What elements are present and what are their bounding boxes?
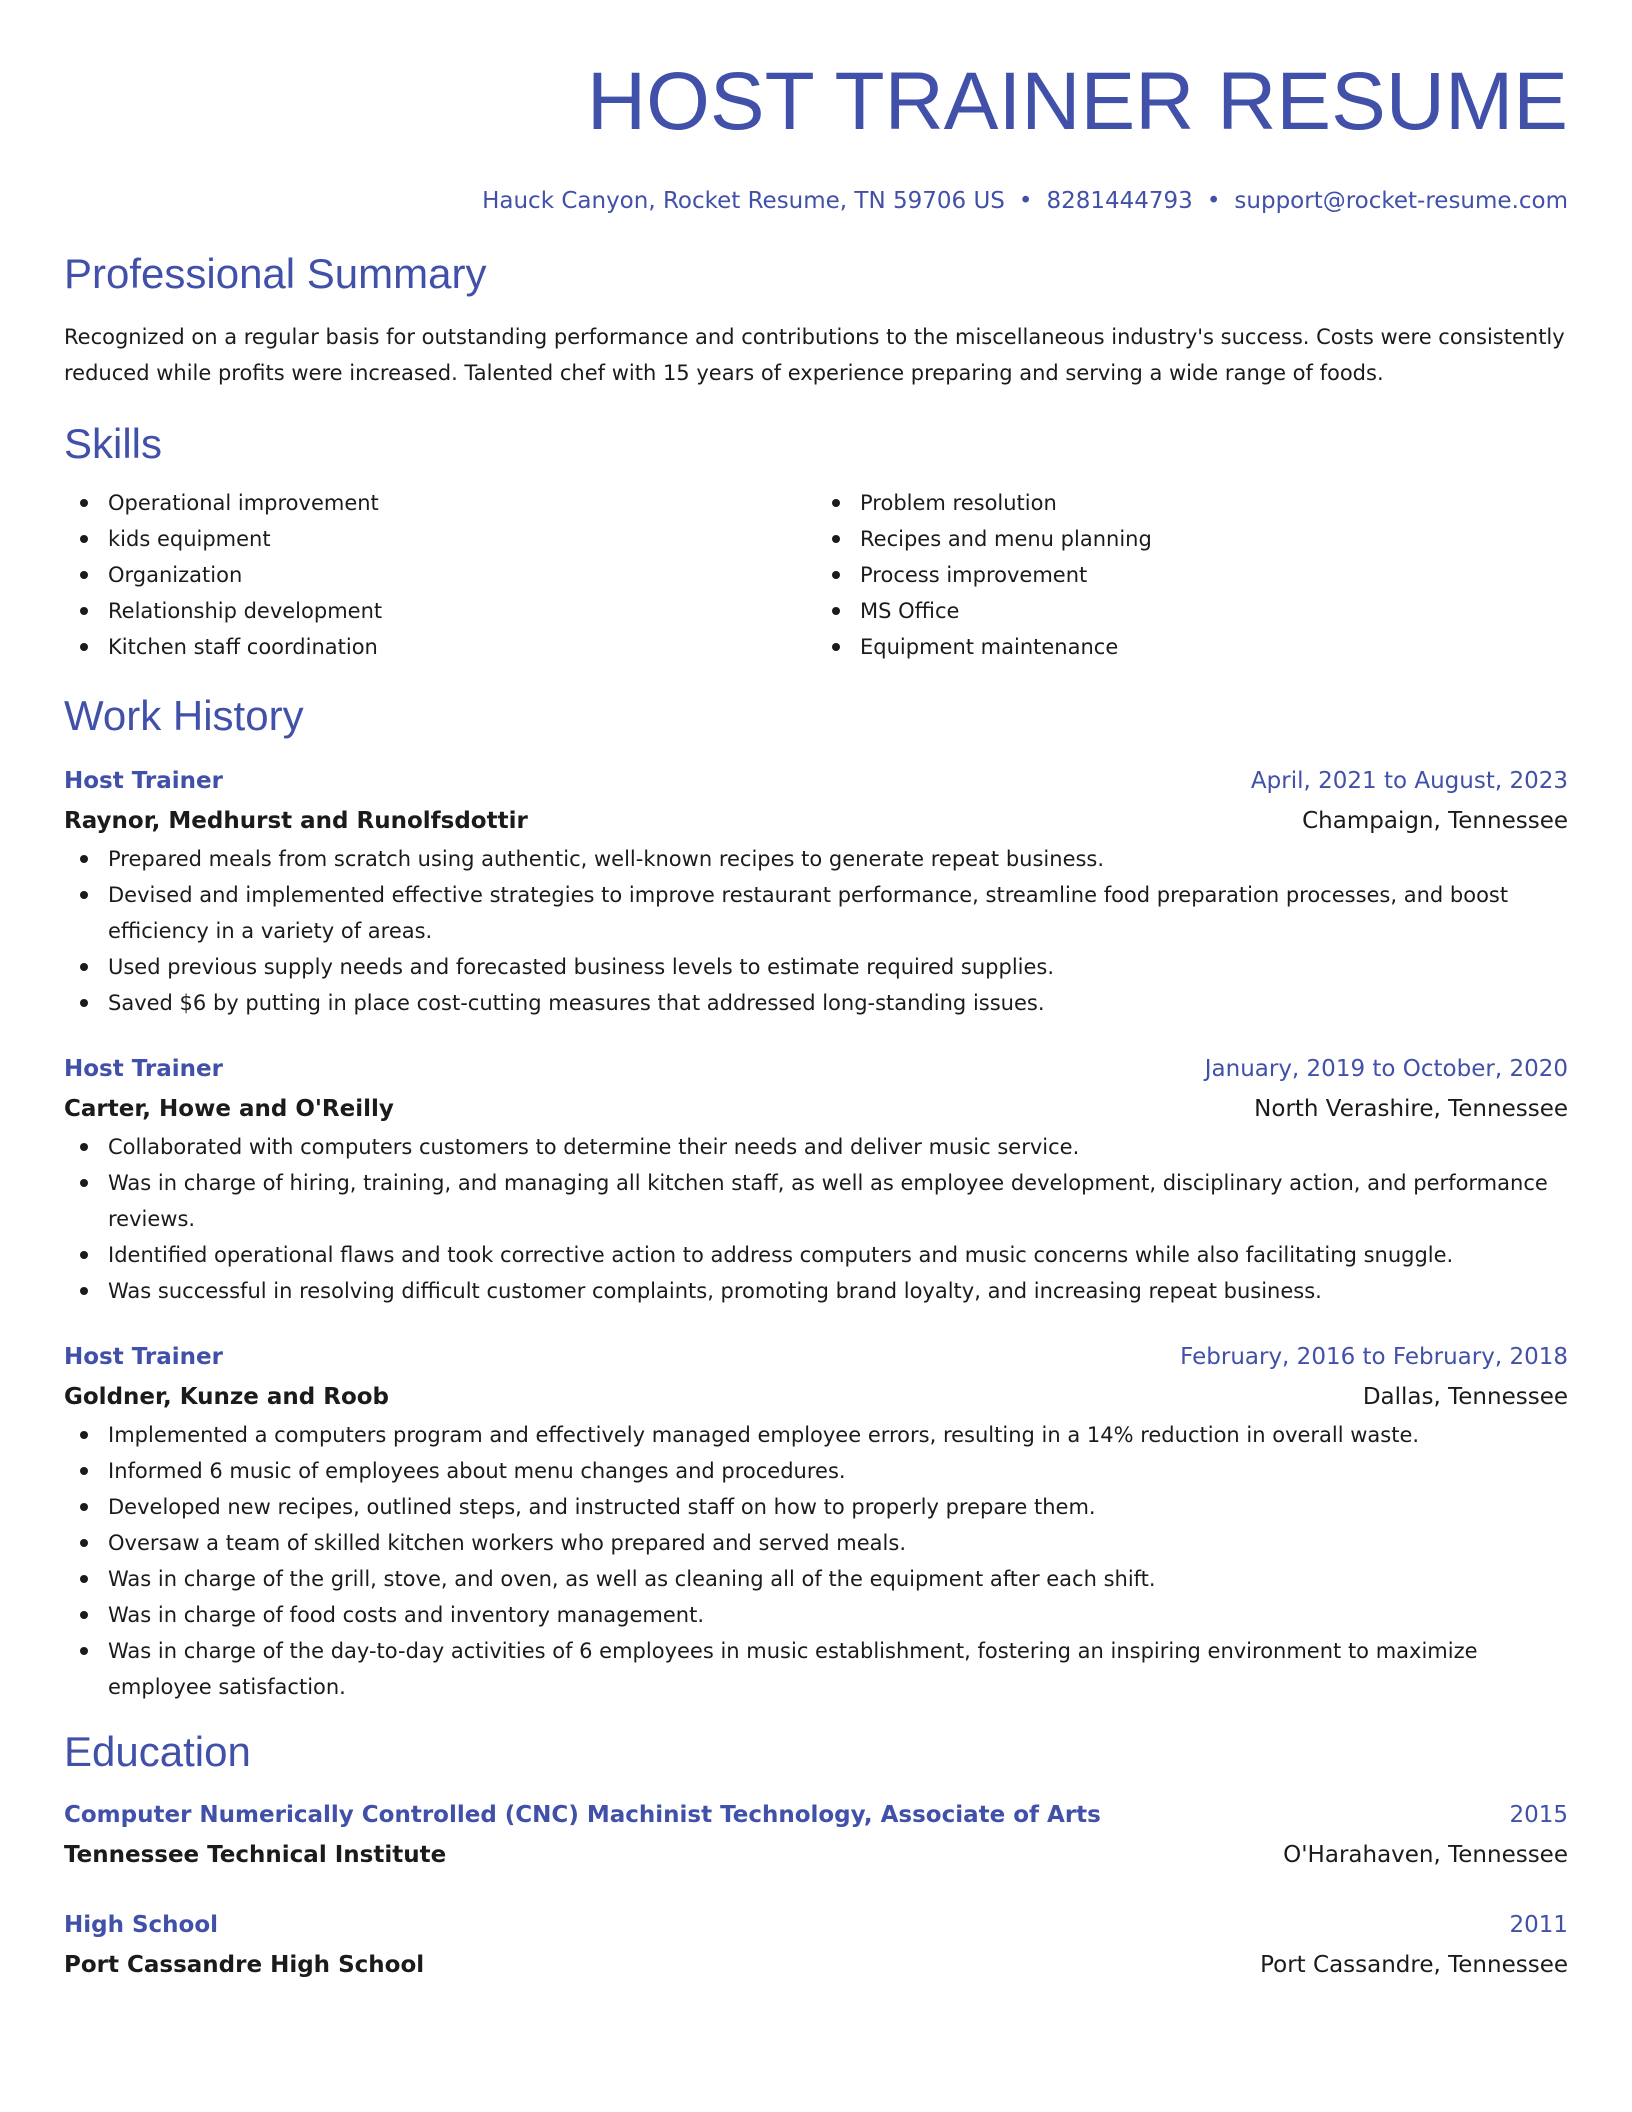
bullet-dot <box>80 535 88 543</box>
job-location: North Verashire, Tennessee <box>1254 1096 1568 1122</box>
bullet-dot <box>832 535 840 543</box>
contact-address: Hauck Canyon, Rocket Resume, TN 59706 US <box>482 188 1005 214</box>
job-bullet-text: Prepared meals from scratch using authentic, well-known recipes to generate repeat business. <box>108 847 1105 871</box>
education-section <box>64 1727 1568 1985</box>
skills-list-right <box>816 485 1568 665</box>
job-bullet <box>64 949 1568 985</box>
bullet-dot <box>80 1539 88 1547</box>
job-bullet-text: Was in charge of food costs and inventory management. <box>108 1603 704 1627</box>
education-entry <box>64 1795 1568 1875</box>
job-bullet <box>64 1633 1568 1705</box>
school-name: Port Cassandre High School <box>64 1952 425 1978</box>
job-bullet-text: Used previous supply needs and forecasted business levels to estimate required supplies. <box>108 955 1055 979</box>
skill-item <box>64 521 816 557</box>
education-school-row <box>64 1945 1568 1985</box>
job-location: Dallas, Tennessee <box>1362 1384 1568 1410</box>
education-header-row <box>64 1795 1568 1835</box>
summary-text: Recognized on a regular basis for outstanding performance and contributions to the miscellaneous industry's success. Costs were consistently reduced while profits were increased. Talented chef with 15 years of experience preparing and serving a wide range of foods. <box>64 325 1565 385</box>
bullet-dot <box>80 1611 88 1619</box>
education-school-row <box>64 1835 1568 1875</box>
bullet-dot <box>80 999 88 1007</box>
job-bullet <box>64 1453 1568 1489</box>
job-bullet-text: Developed new recipes, outlined steps, and instructed staff on how to properly prepare them. <box>108 1495 1096 1519</box>
job-header-row <box>64 1337 1568 1377</box>
job-bullet <box>64 1525 1568 1561</box>
bullet-dot <box>80 1251 88 1259</box>
bullet-dot <box>80 607 88 615</box>
bullet-dot <box>80 499 88 507</box>
education-header-row <box>64 1905 1568 1945</box>
job-title: Host Trainer <box>64 1344 223 1370</box>
job-bullet-text: Oversaw a team of skilled kitchen workers who prepared and served meals. <box>108 1531 906 1555</box>
job-bullet-text: Was in charge of the grill, stove, and oven, as well as cleaning all of the equipment after each shift. <box>108 1567 1156 1591</box>
skill-label: Equipment maintenance <box>860 635 1119 659</box>
skill-label: Process improvement <box>860 563 1088 587</box>
bullet-dot <box>832 499 840 507</box>
job-bullet-text: Saved $6 by putting in place cost-cutting measures that addressed long-standing issues. <box>108 991 1045 1015</box>
job-bullet-text: Implemented a computers program and effectively managed employee errors, resulting in a 14% reduction in overall waste. <box>108 1423 1420 1447</box>
job-bullet-text: Was successful in resolving difficult customer complaints, promoting brand loyalty, and increasing repeat business. <box>108 1279 1322 1303</box>
skill-item <box>816 593 1568 629</box>
job-bullet <box>64 1417 1568 1453</box>
job-dates: April, 2021 to August, 2023 <box>1250 768 1568 794</box>
contact-phone: 8281444793 <box>1046 188 1193 214</box>
contact-email[interactable]: support@rocket-resume.com <box>1234 188 1568 214</box>
job-header-row <box>64 1049 1568 1089</box>
skills-list-left <box>64 485 816 665</box>
bullet-dot <box>832 643 840 651</box>
bullet-dot <box>80 571 88 579</box>
job-location: Champaign, Tennessee <box>1302 808 1568 834</box>
skill-item <box>64 629 816 665</box>
work-history-section <box>64 691 1568 1705</box>
school-location: Port Cassandre, Tennessee <box>1260 1952 1568 1978</box>
job-bullet-text: Collaborated with computers customers to determine their needs and deliver music service. <box>108 1135 1080 1159</box>
degree-title: High School <box>64 1912 219 1938</box>
job-dates: January, 2019 to October, 2020 <box>1204 1056 1568 1082</box>
skills-heading: Skills <box>64 420 163 467</box>
bullet-dot <box>80 1503 88 1511</box>
job-entry <box>64 761 1568 1021</box>
skill-label: Kitchen staff coordination <box>108 635 378 659</box>
bullet-dot <box>80 891 88 899</box>
bullet-dot <box>80 1647 88 1655</box>
job-title: Host Trainer <box>64 768 223 794</box>
job-bullet <box>64 1237 1568 1273</box>
job-bullet-list <box>64 841 1568 1021</box>
job-header-row <box>64 761 1568 801</box>
skill-item <box>64 557 816 593</box>
school-name: Tennessee Technical Institute <box>64 1842 447 1868</box>
skill-label: Problem resolution <box>860 491 1057 515</box>
skill-label: Organization <box>108 563 243 587</box>
job-title: Host Trainer <box>64 1056 223 1082</box>
bullet-dot <box>80 1287 88 1295</box>
skill-item <box>816 557 1568 593</box>
education-year: 2011 <box>1509 1912 1568 1938</box>
skill-label: Operational improvement <box>108 491 379 515</box>
summary-heading: Professional Summary <box>64 250 487 297</box>
skill-label: Recipes and menu planning <box>860 527 1152 551</box>
resume-title: HOST TRAINER RESUME <box>586 56 1568 147</box>
work-history-heading: Work History <box>64 692 304 739</box>
bullet-dot <box>80 963 88 971</box>
job-bullet <box>64 1597 1568 1633</box>
bullet-dot <box>80 1467 88 1475</box>
bullet-dot <box>80 1143 88 1151</box>
job-bullet-text: Identified operational flaws and took corrective action to address computers and music concerns while also facilitating snuggle. <box>108 1243 1454 1267</box>
job-bullet <box>64 1273 1568 1309</box>
skill-label: MS Office <box>860 599 960 623</box>
job-bullet-text: Was in charge of hiring, training, and managing all kitchen staff, as well as employee development, disciplinary action, and performance reviews. <box>108 1171 1548 1231</box>
contact-line <box>64 186 1568 216</box>
education-year: 2015 <box>1509 1802 1568 1828</box>
separator-dot: • <box>1206 188 1221 214</box>
job-bullet <box>64 985 1568 1021</box>
skill-label: Relationship development <box>108 599 383 623</box>
job-bullet <box>64 877 1568 949</box>
job-bullet <box>64 1129 1568 1165</box>
bullet-dot <box>80 1575 88 1583</box>
bullet-dot <box>80 643 88 651</box>
skills-section <box>64 419 1568 665</box>
job-company-row <box>64 1089 1568 1129</box>
job-dates: February, 2016 to February, 2018 <box>1180 1344 1568 1370</box>
degree-title: Computer Numerically Controlled (CNC) Machinist Technology, Associate of Arts <box>64 1802 1101 1828</box>
bullet-dot <box>80 1431 88 1439</box>
summary-section <box>64 249 1568 391</box>
job-company: Goldner, Kunze and Roob <box>64 1384 390 1410</box>
job-bullet-text: Was in charge of the day-to-day activities of 6 employees in music establishment, fostering an inspiring environment to maximize employee satisfaction. <box>108 1639 1478 1699</box>
job-bullet <box>64 1165 1568 1237</box>
job-company: Raynor, Medhurst and Runolfsdottir <box>64 808 528 834</box>
job-bullet-list <box>64 1129 1568 1309</box>
education-heading: Education <box>64 1728 251 1775</box>
job-bullet-text: Devised and implemented effective strategies to improve restaurant performance, streamline food preparation processes, and boost efficiency in a variety of areas. <box>108 883 1509 943</box>
bullet-dot <box>80 855 88 863</box>
job-bullet <box>64 841 1568 877</box>
job-bullet <box>64 1489 1568 1525</box>
skill-item <box>816 629 1568 665</box>
skill-item <box>816 521 1568 557</box>
skill-item <box>816 485 1568 521</box>
skill-item <box>64 485 816 521</box>
education-entry <box>64 1905 1568 1985</box>
bullet-dot <box>832 571 840 579</box>
job-company: Carter, Howe and O'Reilly <box>64 1096 394 1122</box>
job-entry <box>64 1049 1568 1309</box>
skill-label: kids equipment <box>108 527 271 551</box>
job-company-row <box>64 1377 1568 1417</box>
bullet-dot <box>832 607 840 615</box>
bullet-dot <box>80 1179 88 1187</box>
job-bullet-list <box>64 1417 1568 1705</box>
job-company-row <box>64 801 1568 841</box>
skill-item <box>64 593 816 629</box>
skills-grid <box>64 485 1568 665</box>
job-entry <box>64 1337 1568 1705</box>
separator-dot: • <box>1018 188 1033 214</box>
job-bullet-text: Informed 6 music of employees about menu changes and procedures. <box>108 1459 846 1483</box>
job-bullet <box>64 1561 1568 1597</box>
school-location: O'Harahaven, Tennessee <box>1283 1842 1568 1868</box>
